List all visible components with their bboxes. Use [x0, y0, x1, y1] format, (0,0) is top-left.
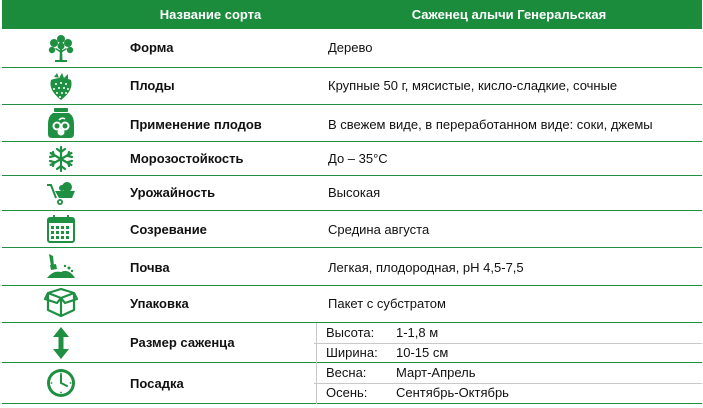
table-header [2, 0, 702, 29]
sub-value: 10-15 см [396, 345, 449, 360]
row-label: Почва [130, 260, 170, 275]
header-variety-name: Название сорта [159, 7, 262, 22]
table-row-fruit-use [2, 105, 702, 142]
sub-row-height [314, 323, 702, 343]
sub-label: Осень: [326, 385, 368, 400]
clock-icon [40, 366, 82, 400]
row-value: В свежем виде, в переработанном виде: соки, джемы [328, 117, 653, 132]
sub-row-autumn [314, 384, 702, 404]
row-value: Дерево [328, 40, 373, 55]
row-value: Легкая, плодородная, pH 4,5-7,5 [328, 260, 524, 275]
table-row-yield [2, 176, 702, 211]
table-row-fruits [2, 68, 702, 105]
row-value: Высокая [328, 185, 381, 200]
sub-value: Март-Апрель [396, 365, 476, 380]
row-value: Крупные 50 г, мясистые, кисло-сладкие, сочные [328, 78, 618, 93]
wheelbarrow-icon [40, 176, 82, 210]
table-row-frost-resistance [2, 142, 702, 176]
row-label: Применение плодов [130, 117, 262, 132]
sub-label: Ширина: [326, 345, 378, 360]
row-label: Посадка [130, 376, 184, 391]
row-label: Созревание [130, 222, 207, 237]
sub-value: Сентябрь-Октябрь [396, 385, 509, 400]
table-row-soil [2, 248, 702, 286]
row-label: Упаковка [130, 296, 189, 311]
sub-label: Высота: [326, 325, 375, 340]
row-value: Средина августа [328, 222, 430, 237]
calendar-icon [40, 212, 82, 246]
jar-icon [40, 106, 82, 140]
row-label: Морозостойкость [130, 151, 244, 166]
row-label: Форма [130, 40, 174, 55]
row-label: Плоды [130, 78, 175, 93]
sub-row-spring [314, 363, 702, 383]
row-label: Размер саженца [130, 335, 235, 350]
row-value: До – 35°С [328, 151, 388, 166]
table-row-form [2, 29, 702, 68]
vertical-arrows-icon [40, 326, 82, 360]
row-value: Пакет с субстратом [328, 296, 446, 311]
sub-value: 1-1,8 м [396, 325, 439, 340]
table-row-packaging [2, 286, 702, 323]
snowflake-icon [40, 142, 82, 176]
sub-row-width [314, 344, 702, 363]
box-icon [40, 287, 82, 321]
tree-icon [40, 31, 82, 65]
strawberry-icon [40, 69, 82, 103]
row-label: Урожайность [130, 185, 216, 200]
header-seedling-title: Саженец алычи Генеральская [411, 7, 607, 22]
table-row-ripening [2, 211, 702, 248]
soil-shovel-icon [40, 250, 82, 284]
sub-label: Весна: [326, 365, 367, 380]
